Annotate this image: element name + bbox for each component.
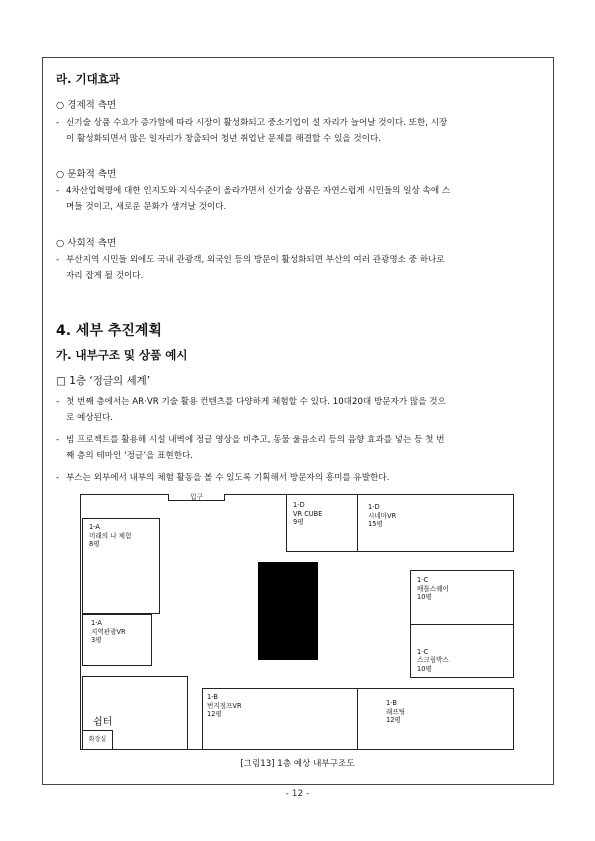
figure-caption: [그림13] 1층 예상 내부구조도 [240,759,355,769]
room-1c-scream [410,624,514,678]
bullet-dash: - [56,397,60,407]
effect-text-economic: - 신기술 상품 수요가 증가함에 따라 시장이 활성화되고 중소기업이 설 자리가 늘어날 것이다. 또한, 시장 이 활성화되면서 많은 일자리가 창출되어 청년 취업난 문제를 해결할 수 있을 것이다. [56,115,546,147]
bullet-dash: - [56,186,60,196]
section-heading-plan: 4. 세부 추진계획 [56,323,162,339]
room-1d-vrcube [286,494,358,552]
room-1c-scream-label: 1-C 스크림박스 10평 [417,647,449,673]
wall-left [80,494,81,750]
room-1a-tour [82,614,152,666]
effect-text-cultural: - 4차산업혁명에 대한 인지도와 지식수준이 올라가면서 신기술 상품은 자연스럽게 시민들의 일상 속에 스 며들 것이고, 새로운 문화가 생겨날 것이다. [56,183,546,215]
room-1d-cinema [357,494,514,552]
bullet-dash: - [56,118,60,128]
plan-bullet-3: - 부스는 외부에서 내부의 체험 활동을 볼 수 있도록 기획해서 방문자의 흥미를 유발한다. [56,470,546,486]
effect-title-cultural: ○ 문화적 측면 [56,169,117,180]
room-1b-bungee [202,688,358,750]
restroom: 화장실 [82,730,113,750]
room-1b-rafting-label: 1-B 래프팅 12평 [386,699,406,724]
room-1b-bungee-label: 1-B 번지점프VR 12평 [207,693,242,718]
plan-bullet-1: - 첫 번째 층에서는 AR·VR 기술 활용 컨텐츠를 다양하게 체험할 수 있다. 10대20대 방문자가 많을 것으 로 예상된다. [56,394,546,426]
bullet-dash: - [56,435,60,445]
shelter-label: 쉼터 [93,717,113,728]
floor-title: □ 1층 ‘정글의 세계’ [56,375,151,387]
bullet-dash: - [56,255,60,265]
section-heading-effects: 라. 기대효과 [56,72,120,86]
plan-bullet-2: - 빔 프로젝트를 활용해 시설 내벽에 정글 영상을 비추고, 동물 울음소리 등의 음향 효과를 넣는 등 첫 번 째 층의 테마인 ‘정글’을 표현한다. [56,432,546,464]
bullet-dash: - [56,473,60,483]
effect-title-social: ○ 사회적 측면 [56,238,117,249]
room-1a-future [82,518,160,614]
center-pillar [258,562,318,660]
subheading-interior: 가. 내부구조 및 상품 예시 [56,348,188,362]
room-1d-vrcube-label: 1-D VR CUBE 9평 [293,501,323,526]
room-1c-battle [410,570,514,625]
effect-title-economic: ○ 경제적 측면 [56,100,117,111]
room-1b-rafting [357,688,514,750]
room-1c-battle-label: 1-C 배틀스퀘어 10평 [417,576,449,601]
page-number: - 12 - [285,789,310,799]
entrance: 입구 [168,494,225,501]
room-1a-tour-label: 1-A 지역관광VR 3평 [91,619,126,644]
room-1a-future-label: 1-A 미래의 나 체험 8평 [89,523,132,548]
room-1d-cinema-label: 1-D 시네마VR 15평 [368,503,397,528]
effect-text-social: - 부산지역 시민들 외에도 국내 관광객, 외국인 등의 방문이 활성화되면 부산의 여러 관광명소 중 하나로 자리 잡게 될 것이다. [56,252,546,284]
floor-plan [80,494,514,750]
